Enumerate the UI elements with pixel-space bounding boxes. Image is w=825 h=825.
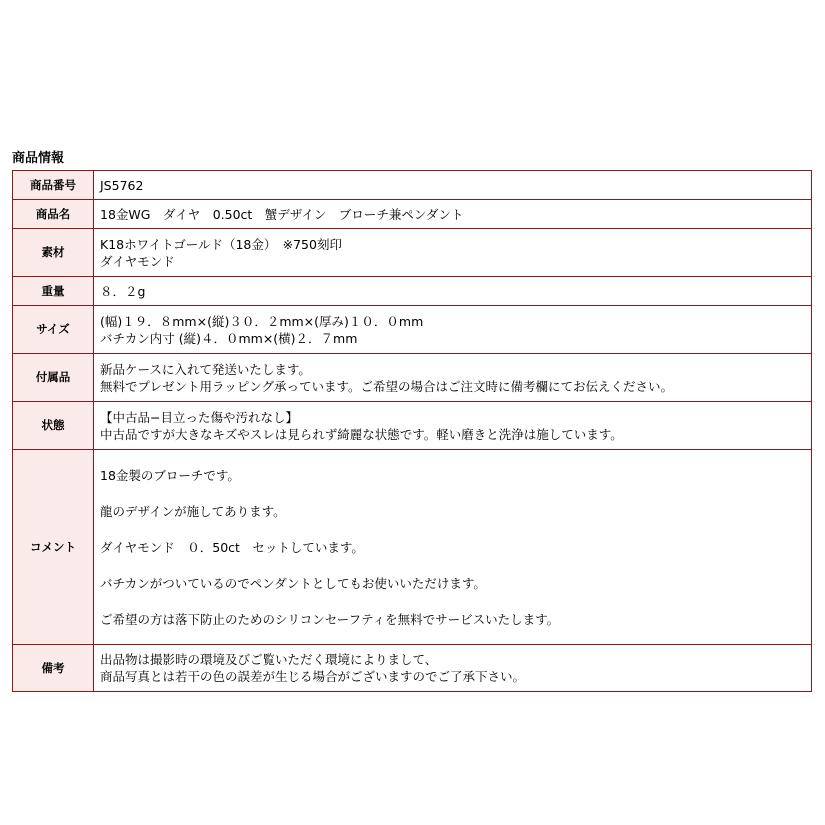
condition-line: 【中古品−目立った傷や汚れなし】 [100,409,298,425]
size-line: (幅)１９．８mm×(縦)３０．２mm×(厚み)１０．０mm [100,313,424,329]
value-product-name: 18金WG ダイヤ 0.50ct 蟹デザイン ブローチ兼ペンダント [94,200,812,229]
size-line: バチカン内寸 (縦)４．０mm×(横)２．７mm [100,330,358,346]
value-weight: ８．２g [94,277,812,306]
product-info-table [12,170,812,692]
row-accessories [13,354,812,402]
row-notes [13,645,812,692]
comment-paragraph: バチカンがついているのでペンダントとしてもお使いいただけます。 [100,575,486,591]
label-weight: 重量 [13,277,94,306]
row-condition [13,402,812,450]
value-material [94,229,812,277]
row-material [13,229,812,277]
label-product-number: 商品番号 [13,171,94,200]
label-product-name: 商品名 [13,200,94,229]
notes-line: 出品物は撮影時の環境及びご覧いただく環境によりまして、 [100,652,438,667]
label-notes: 備考 [13,645,94,692]
material-line: ダイヤモンド [100,253,175,269]
row-weight [13,277,812,306]
comment-paragraph: ダイヤモンド ０．50ct セットしています。 [100,539,364,555]
value-size [94,306,812,354]
label-comment: コメント [13,450,94,645]
value-comment [94,450,812,645]
row-product-name [13,200,812,229]
value-product-number: JS5762 [94,171,812,200]
row-size [13,306,812,354]
material-line: K18ホワイトゴールド（18金） ※750刻印 [100,236,342,252]
accessories-line: 無料でプレゼント用ラッピング承っています。ご希望の場合はご注文時に備考欄にてお伝えください。 [100,378,674,394]
value-notes [94,645,812,692]
notes-line: 商品写真とは若干の色の誤差が生じる場合がございますのでご了承下さい。 [100,669,526,684]
condition-line: 中古品ですが大きなキズやスレは見られず綺麗な状態です。軽い磨きと洗浄は施しています。 [100,426,623,442]
label-size: サイズ [13,306,94,354]
comment-paragraph: 18金製のブローチです。 [100,467,240,483]
comment-paragraph: ご希望の方は落下防止のためのシリコンセーフティを無料でサービスいたします。 [100,611,560,627]
label-accessories: 付属品 [13,354,94,402]
value-condition [94,402,812,450]
value-accessories [94,354,812,402]
row-product-number [13,171,812,200]
row-comment [13,450,812,645]
label-material: 素材 [13,229,94,277]
label-condition: 状態 [13,402,94,450]
comment-paragraph: 龍のデザインが施してあります。 [100,503,286,519]
section-title: 商品情報 [12,151,65,166]
accessories-line: 新品ケースに入れて発送いたします。 [100,361,311,377]
